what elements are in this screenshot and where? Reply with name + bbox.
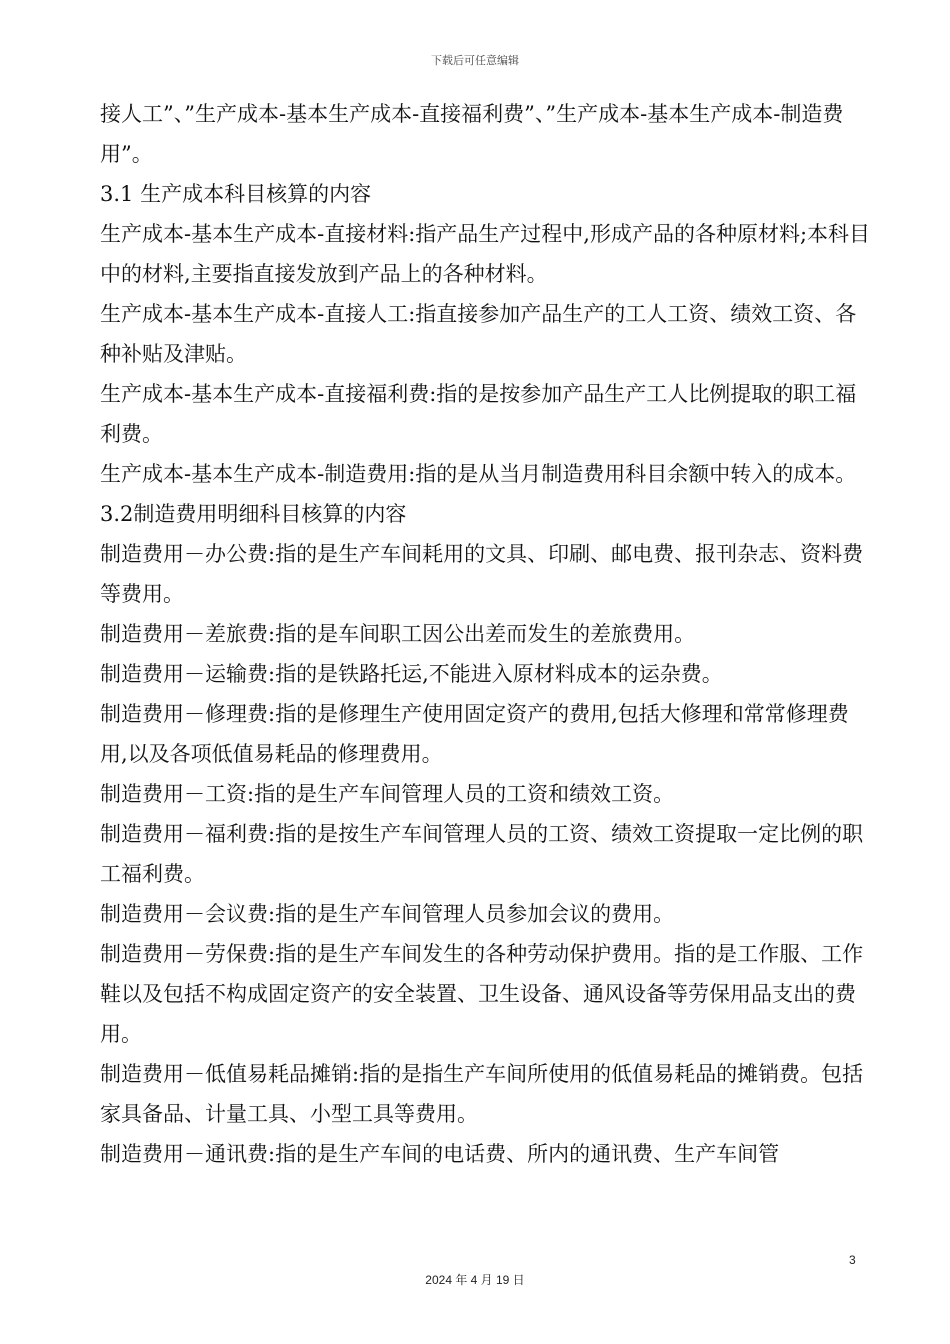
paragraph-direct-materials: 生产成本-基本生产成本-直接材料:指产品生产过程中,形成产品的各种原材料;本科目中的材料,主要指直接发放到产品上的各种材料。 bbox=[100, 222, 871, 286]
paragraph-direct-welfare: 生产成本-基本生产成本-直接福利费:指的是按参加产品生产工人比例提取的职工福利费。 bbox=[100, 382, 857, 446]
paragraph-manufacturing-overhead: 生产成本-基本生产成本-制造费用:指的是从当月制造费用科目余额中转入的成本。 bbox=[100, 462, 857, 486]
paragraph-office-expense: 制造费用－办公费:指的是生产车间耗用的文具、印刷、邮电费、报刊杂志、资料费等费用。 bbox=[100, 542, 864, 606]
page-number: 3 bbox=[849, 1253, 856, 1267]
header-note: 下载后可任意编辑 bbox=[431, 54, 519, 67]
footer-date: 2024 年 4 月 19 日 bbox=[425, 1273, 525, 1287]
paragraph-transport-expense: 制造费用－运输费:指的是铁路托运,不能进入原材料成本的运杂费。 bbox=[100, 662, 723, 686]
paragraph-continuation: 接人工”、”生产成本-基本生产成本-直接福利费”、”生产成本-基本生产成本-制造费用”。 bbox=[100, 102, 844, 166]
section-heading-3-2: 3.2制造费用明细科目核算的内容 bbox=[100, 502, 407, 526]
paragraph-direct-labor: 生产成本-基本生产成本-直接人工:指直接参加产品生产的工人工资、绩效工资、各种补贴及津贴。 bbox=[100, 302, 857, 366]
paragraph-repair-expense: 制造费用－修理费:指的是修理生产使用固定资产的费用,包括大修理和常常修理费用,以及各项低值易耗品的修理费用。 bbox=[100, 702, 849, 766]
document-body bbox=[100, 94, 875, 1174]
paragraph-wages: 制造费用－工资:指的是生产车间管理人员的工资和绩效工资。 bbox=[100, 782, 675, 806]
section-heading-3-1: 3.1 生产成本科目核算的内容 bbox=[100, 182, 372, 206]
paragraph-meeting-expense: 制造费用－会议费:指的是生产车间管理人员参加会议的费用。 bbox=[100, 902, 675, 926]
paragraph-low-value-consumables: 制造费用－低值易耗品摊销:指的是指生产车间所使用的低值易耗品的摊销费。包括家具备品、计量工具、小型工具等费用。 bbox=[100, 1062, 864, 1126]
paragraph-communication-expense: 制造费用－通讯费:指的是生产车间的电话费、所内的通讯费、生产车间管 bbox=[100, 1142, 780, 1166]
paragraph-welfare-expense: 制造费用－福利费:指的是按生产车间管理人员的工资、绩效工资提取一定比例的职工福利费。 bbox=[100, 822, 864, 886]
paragraph-travel-expense: 制造费用－差旅费:指的是车间职工因公出差而发生的差旅费用。 bbox=[100, 622, 696, 646]
paragraph-labor-protection: 制造费用－劳保费:指的是生产车间发生的各种劳动保护费用。指的是工作服、工作鞋以及包括不构成固定资产的安全装置、卫生设备、通风设备等劳保用品支出的费用。 bbox=[100, 942, 864, 1046]
